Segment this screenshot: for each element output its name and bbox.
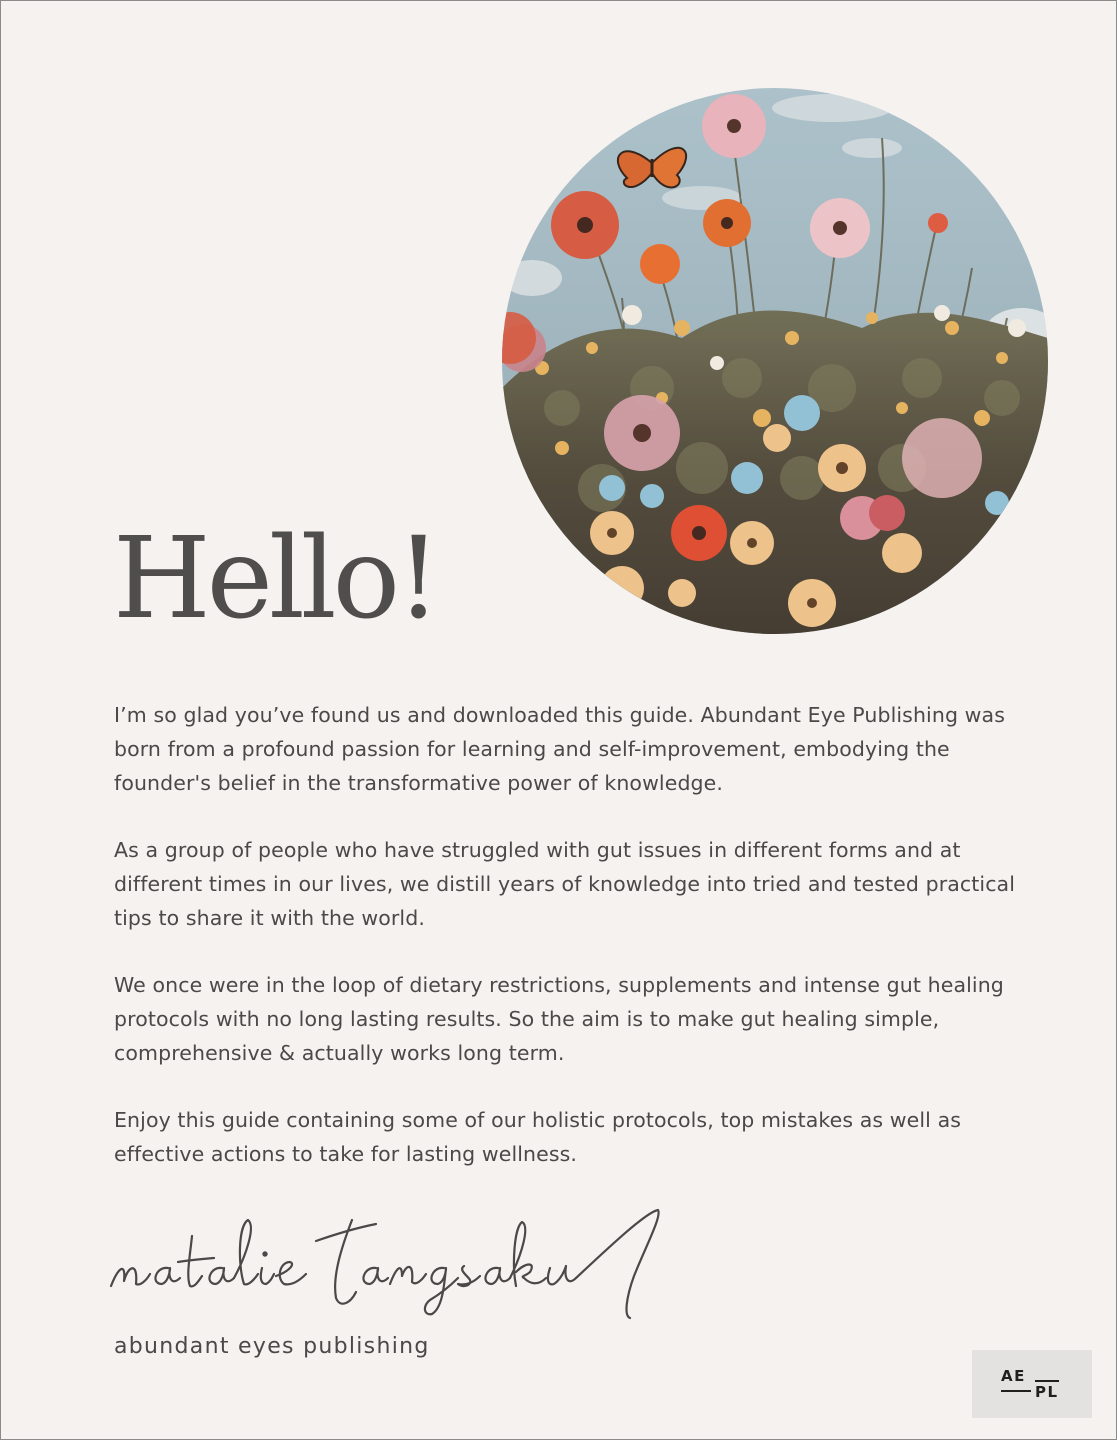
logo-text-bottom: PL [1035,1380,1059,1400]
wildflower-photo [502,88,1048,634]
aepl-logo [972,1350,1092,1418]
wildflower-illustration [502,88,1048,634]
page-heading: Hello! [113,514,438,644]
intro-paragraph: We once were in the loop of dietary restrictions, supplements and intense gut healing protocols with no long lasting results. So the aim is to make gut healing simple, comprehensive & actually works long term. [114,973,1004,1065]
intro-paragraph: I’m so glad you’ve found us and downloaded this guide. Abundant Eye Publishing was born from a profound passion for learning and self-improvement, embodying the founder's belief in the transformative power of knowledge. [114,703,1005,795]
intro-paragraph: Enjoy this guide containing some of our holistic protocols, top mistakes as well as effective actions to take for lasting wellness. [114,1108,962,1166]
intro-body [114,698,1019,1204]
publisher-name: abundant eyes publishing [114,1334,430,1359]
logo-text-top: AE [1001,1367,1026,1385]
signature-graphic [106,1206,676,1331]
intro-paragraph: As a group of people who have struggled with gut issues in different forms and at different times in our lives, we distill years of knowledge into tried and tested practical tips to share it with the world. [114,838,1016,930]
handwritten-signature [106,1206,676,1335]
logo-rule [1001,1390,1031,1392]
